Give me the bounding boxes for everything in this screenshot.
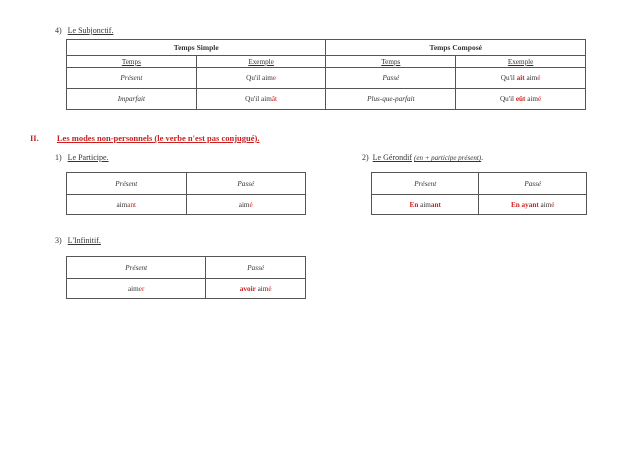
verb-auxiliary: En ayant [510,200,539,209]
subjonctif-title: Le Subjonctif. [67,26,114,35]
exemple-imparfait [196,89,326,110]
verb-stem: aim [255,284,269,293]
header-temps-simple: Temps Simple [67,40,326,56]
verb-auxiliary: avoir [239,284,256,293]
infinitif-number: 3) [55,236,62,245]
verb-auxiliary: eût [515,95,526,103]
infinitif-present-value [67,279,206,299]
header-temps-compose: Temps Composé [326,40,586,56]
section-2-heading [30,133,259,143]
gerondif-heading [362,153,483,162]
section-2-title: Les modes non-personnels (le verbe n'est pas conjugué). [56,133,260,143]
gerondif-col-present: Présent [372,173,479,195]
participe-col-present: Présent [67,173,187,195]
gerondif-table [371,172,587,215]
subjonctif-number: 4) [55,26,62,35]
infinitif-title: L'Infinitif. [67,236,101,245]
temps-imparfait: Imparfait [67,89,197,110]
col-temps-simple: Temps [67,56,197,68]
verb-stem: aim [538,200,552,209]
exemple-plus-que-parfait [456,89,586,110]
infinitif-passe-value [206,279,306,299]
subjonctif-table [66,39,586,110]
verb-ending: e [272,74,277,82]
exemple-passe [456,68,586,89]
participe-heading [55,153,109,162]
table-row [67,279,306,299]
temps-plus-que-parfait: Plus-que-parfait [326,89,456,110]
verb-stem: Qu'il aim [246,74,273,82]
verb-ending: é [551,200,555,209]
participe-table [66,172,306,215]
verb-stem: aim [525,95,539,103]
gerondif-en: En [409,200,419,209]
subjonctif-heading [55,26,113,35]
table-row [372,195,587,215]
exemple-present [196,68,326,89]
gerondif-note: (en + participe présent) [414,154,482,162]
verb-stem: aim [127,284,139,293]
verb-ending: ant [127,200,137,209]
verb-ending: ant [430,200,441,209]
verb-ending: er [138,284,145,293]
gerondif-number: 2) [362,153,369,162]
verb-ending: é [538,95,542,103]
participe-col-passe: Passé [186,173,306,195]
verb-stem: aim [524,74,538,82]
participe-title: Le Participe. [67,153,109,162]
verb-stem: aim [238,200,250,209]
section-2-number: II. [30,133,39,143]
gerondif-period: . [481,153,484,162]
col-exemple-simple: Exemple [196,56,326,68]
table-row [67,195,306,215]
verb-ending: é [268,284,272,293]
verb-ending: é [537,74,541,82]
participe-present-value [67,195,187,215]
table-row [67,68,586,89]
gerondif-passe-value [479,195,587,215]
infinitif-heading [55,236,101,245]
temps-present: Présent [67,68,197,89]
participe-number: 1) [55,153,62,162]
col-exemple-compose: Exemple [456,56,586,68]
verb-ending: ât [271,95,277,103]
temps-passe: Passé [326,68,456,89]
participe-passe-value [186,195,306,215]
table-row [67,89,586,110]
verb-auxiliary: ait [516,74,525,82]
verb-subject: Qu'il [499,95,516,103]
verb-stem: aim [418,200,431,209]
verb-subject: Qu'il [500,74,517,82]
col-temps-compose: Temps [326,56,456,68]
gerondif-present-value [372,195,479,215]
verb-stem: Qu'il aim [245,95,272,103]
infinitif-col-present: Présent [67,257,206,279]
gerondif-title: Le Gérondif [372,153,412,162]
infinitif-col-passe: Passé [206,257,306,279]
verb-ending: é [249,200,253,209]
verb-stem: aim [116,200,128,209]
gerondif-col-passe: Passé [479,173,587,195]
infinitif-table [66,256,306,299]
